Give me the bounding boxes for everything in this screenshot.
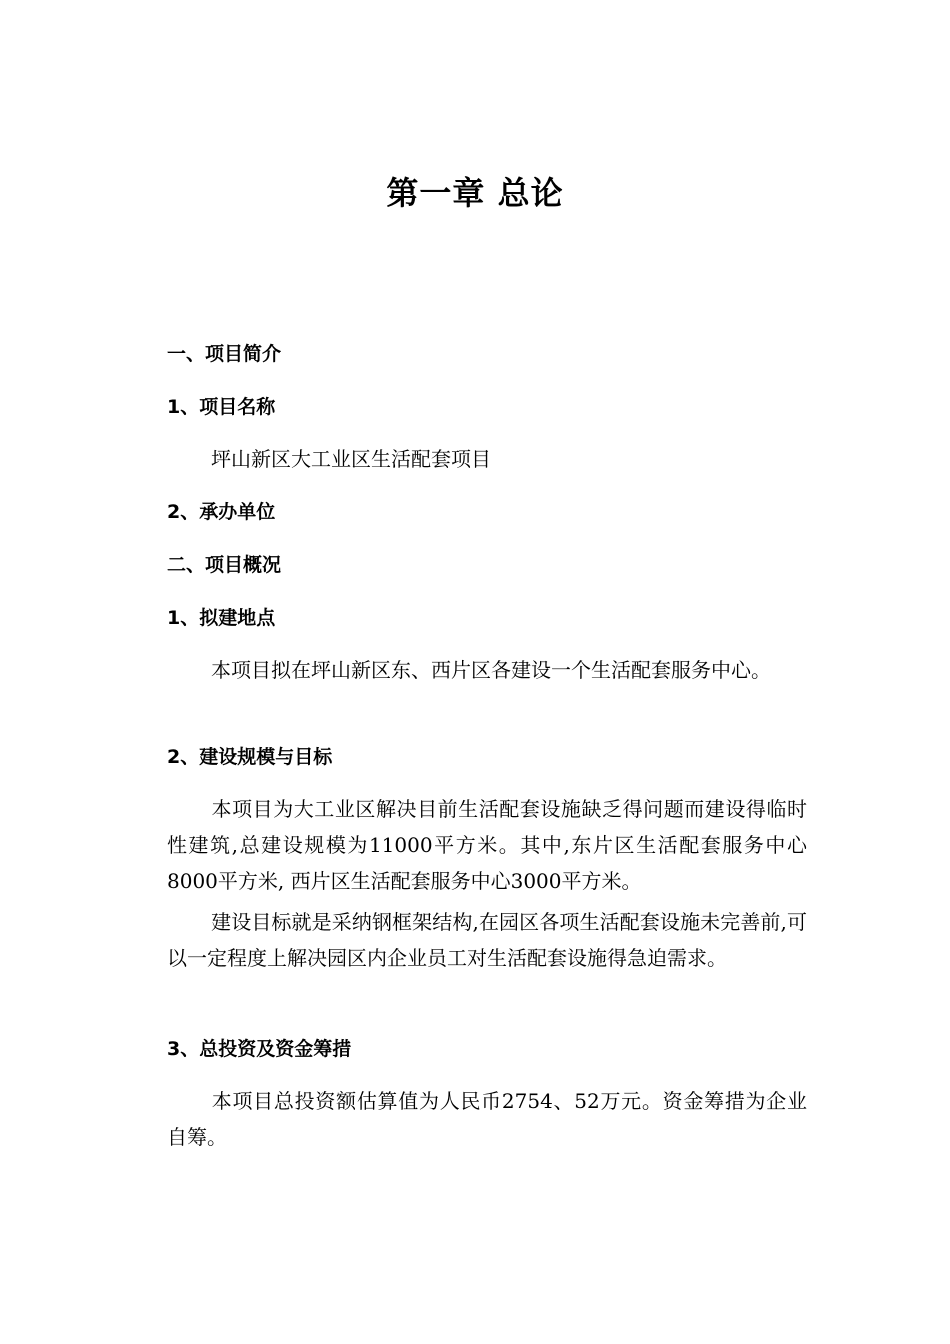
location-text: 本项目拟在坪山新区东、西片区各建设一个生活配套服务中心。 <box>211 658 771 682</box>
goals-paragraph <box>167 904 807 976</box>
chapter-title: 第一章 总论 <box>386 174 564 212</box>
subheading-investment: 3、总投资及资金筹措 <box>167 1038 352 1060</box>
scale-text: 本项目为大工业区解决目前生活配套设施缺乏得问题而建设得临时性建筑,总建设规模为11000平方米。其中,东片区生活配套服务中心8000平方米, 西片区生活配套服务中心3000平方米。 <box>167 797 807 893</box>
subheading-scale-goals: 2、建设规模与目标 <box>167 746 333 768</box>
subheading-project-name: 1、项目名称 <box>167 396 276 418</box>
scale-paragraph <box>167 791 807 899</box>
investment-text: 本项目总投资额估算值为人民币2754、52万元。资金筹措为企业自筹。 <box>167 1089 807 1149</box>
project-name-paragraph <box>167 441 807 477</box>
section-heading-project-overview: 二、项目概况 <box>167 554 282 576</box>
location-paragraph <box>167 652 807 688</box>
goals-text: 建设目标就是采纳钢框架结构,在园区各项生活配套设施未完善前,可以一定程度上解决园区内企业员工对生活配套设施得急迫需求。 <box>167 910 807 970</box>
project-name-text: 坪山新区大工业区生活配套项目 <box>211 447 491 471</box>
subheading-location: 1、拟建地点 <box>167 607 276 629</box>
subheading-organizer: 2、承办单位 <box>167 501 276 523</box>
section-heading-project-intro: 一、项目简介 <box>167 343 282 365</box>
investment-paragraph <box>167 1083 807 1155</box>
